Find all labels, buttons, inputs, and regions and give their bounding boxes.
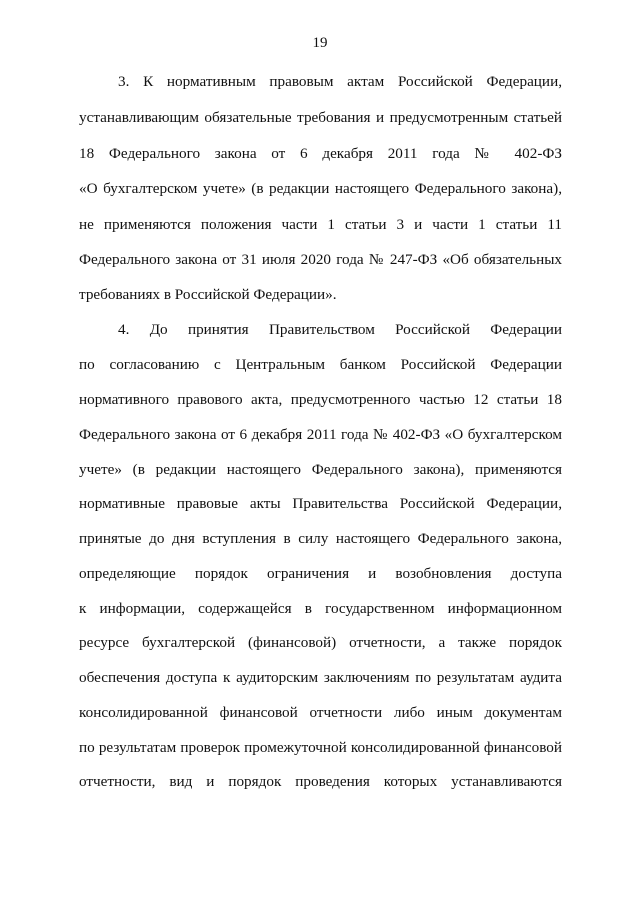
paragraph-4-line: ресурсе бухгалтерской (финансовой) отчетности, а также порядок: [79, 634, 562, 651]
paragraph-3-line: 3. К нормативным правовым актам Российской Федерации,: [118, 73, 562, 90]
page-number: 19: [312, 35, 328, 51]
paragraph-3-line: Федерального закона от 31 июля 2020 года № 247-ФЗ «Об обязательных: [79, 251, 562, 268]
paragraph-4-line: нормативные правовые акты Правительства Российской Федерации,: [79, 495, 562, 512]
paragraph-4-line: по результатам проверок промежуточной консолидированной финансовой: [79, 739, 562, 756]
paragraph-4-line: Федерального закона от 6 декабря 2011 года № 402-ФЗ «О бухгалтерском: [79, 426, 562, 443]
paragraph-3-line: «О бухгалтерском учете» (в редакции настоящего Федерального закона),: [79, 180, 562, 197]
paragraph-4-line: 4. До принятия Правительством Российской Федерации: [118, 321, 562, 338]
paragraph-4-line: нормативного правового акта, предусмотренного частью 12 статьи 18: [79, 391, 562, 408]
paragraph-4-line: принятые до дня вступления в силу настоящего Федерального закона,: [79, 530, 562, 547]
paragraph-4-line: к информации, содержащейся в государственном информационном: [79, 600, 562, 617]
paragraph-4-line: обеспечения доступа к аудиторским заключениям по результатам аудита: [79, 669, 562, 686]
paragraph-4-line: определяющие порядок ограничения и возобновления доступа: [79, 565, 562, 582]
paragraph-4-line: отчетности, вид и порядок проведения которых устанавливаются: [79, 773, 562, 790]
paragraph-3-line: устанавливающим обязательные требования и предусмотренным статьей: [79, 109, 562, 126]
paragraph-4-line: учете» (в редакции настоящего Федерального закона), применяются: [79, 461, 562, 478]
paragraph-3-line: требованиях в Российской Федерации».: [79, 286, 337, 303]
paragraph-3-line: не применяются положения части 1 статьи 3 и части 1 статьи 11: [79, 216, 562, 233]
paragraph-4-line: консолидированной финансовой отчетности либо иным документам: [79, 704, 562, 721]
paragraph-3-line: 18 Федерального закона от 6 декабря 2011 года № 402-ФЗ: [79, 145, 562, 162]
paragraph-4-line: по согласованию с Центральным банком Российской Федерации: [79, 356, 562, 373]
